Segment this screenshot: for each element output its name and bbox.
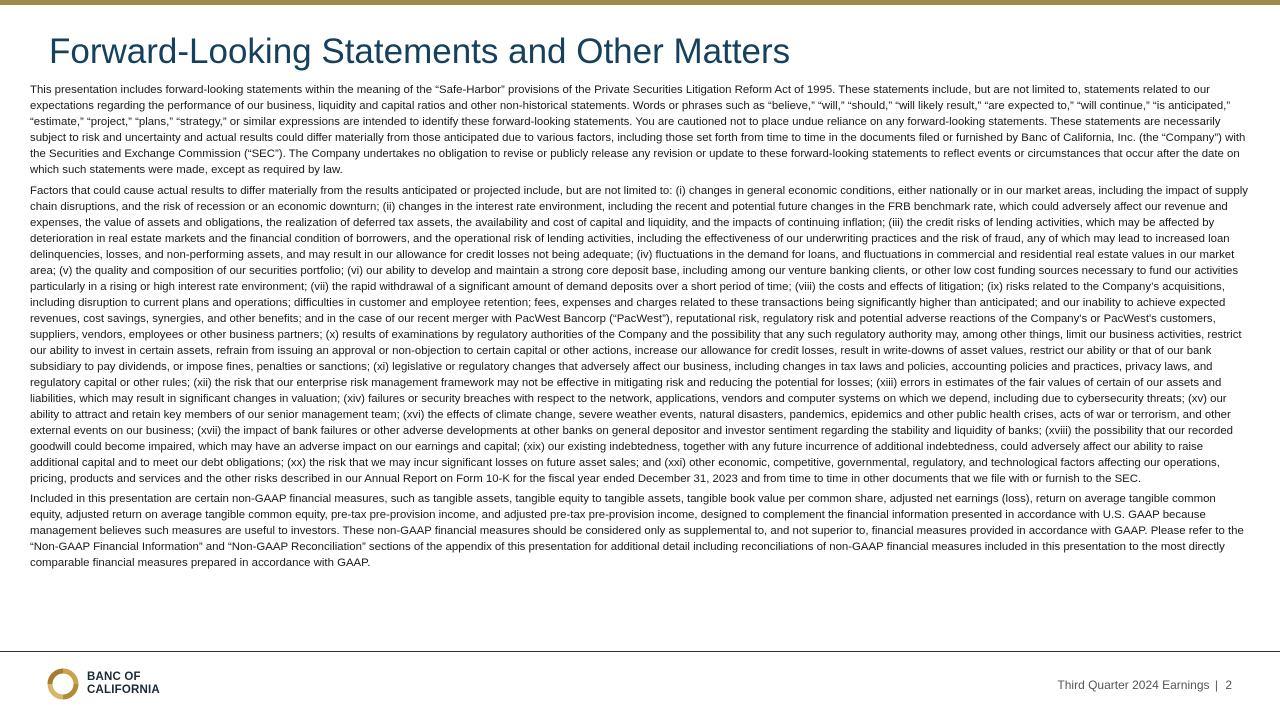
ring-logo-icon bbox=[47, 668, 79, 700]
paragraph-forward-looking: This presentation includes forward-looking statements within the meaning of the “Safe-Harbor” provisions of the Private Securities Litigation Reform Act of 1995. These statements include, but are not limited to, statements related to our expectations regarding the performance of our business, liquidity and capital ratios and other non-historical statements. Words or phrases such as “believe,” “will,” “should,” “will likely result,” “are expected to,” “will continue,” “is anticipated,” “estimate,” “project,” “plans,” “strategy,” or similar expressions are intended to identify these forward-looking statements. You are cautioned not to place undue reliance on any forward-looking statements. These statements are necessarily subject to risk and uncertainty and actual results could differ materially from those anticipated due to various factors, including those set forth from time to time in the documents filed or furnished by Banc of California, Inc. (the “Company”) with the Securities and Exchange Commission (“SEC”). The Company undertakes no obligation to revise or publicly release any revision or update to these forward-looking statements to reflect events or circumstances that occur after the date on which such statements were made, except as required by law. bbox=[30, 84, 1246, 176]
footer bbox=[1057, 678, 1232, 692]
footer-divider bbox=[0, 651, 1280, 652]
logo-wordmark bbox=[87, 671, 160, 697]
footer-label: Third Quarter 2024 Earnings bbox=[1057, 678, 1210, 692]
body-text bbox=[30, 82, 1251, 576]
top-accent-bar bbox=[0, 0, 1280, 5]
company-logo bbox=[47, 668, 160, 700]
logo-line-2: CALIFORNIA bbox=[87, 684, 160, 696]
slide-title: Forward-Looking Statements and Other Matters bbox=[49, 32, 791, 71]
page-number: 2 bbox=[1225, 678, 1232, 692]
paragraph-non-gaap: Included in this presentation are certain non-GAAP financial measures, such as tangible assets, tangible equity to tangible assets, tangible book value per common share, adjusted net earnings (loss), return on average tangible common equity, adjusted return on average tangible common equity, pre-tax pre-provision income, and adjusted pre-tax pre-provision income, designed to complement the financial information presented in accordance with U.S. GAAP because management believes such measures are useful to investors. These non-GAAP financial measures should be considered only as supplemental to, and not superior to, financial measures provided in accordance with GAAP. Please refer to the “Non-GAAP Financial Information” and “Non-GAAP Reconciliation” sections of the appendix of this presentation for additional detail including reconciliations of non-GAAP financial measures included in this presentation to the most directly comparable financial measures prepared in accordance with GAAP. bbox=[30, 493, 1244, 569]
logo-line-1: BANC OF bbox=[87, 671, 141, 683]
footer-separator: | bbox=[1214, 678, 1218, 692]
paragraph-risk-factors: Factors that could cause actual results to differ materially from the results anticipated or projected include, but are not limited to: (i) changes in general economic conditions, either nationally or in our market areas, including the impact of supply chain disruptions, and the risk of recession or an economic downturn; (ii) changes in the interest rate environment, including the recent and potential future changes in the FRB benchmark rate, which could adversely affect our revenue and expenses, the value of assets and obligations, the realization of deferred tax assets, the availability and cost of capital and liquidity, and the impacts of continuing inflation; (iii) the credit risks of lending activities, which may be affected by deterioration in real estate markets and the financial condition of borrowers, and the operational risk of lending activities, including the effectiveness of our underwriting practices and the risk of fraud, any of which may lead to increased loan delinquencies, losses, and non-performing assets, and may result in our allowance for credit losses not being adequate; (iv) fluctuations in the demand for loans, and fluctuations in commercial and residential real estate values in our market area; (v) the quality and composition of our securities portfolio; (vi) our ability to develop and maintain a strong core deposit base, including among our venture banking clients, or other low cost funding sources necessary to fund our activities particularly in a rising or high interest rate environment; (vii) the rapid withdrawal of a significant amount of demand deposits over a short period of time; (viii) the costs and effects of litigation; (ix) risks related to the Company’s acquisitions, including disruption to current plans and operations; difficulties in customer and employee retention; fees, expenses and charges related to these transactions being significantly higher than anticipated; and our inability to achieve expected revenues, cost savings, synergies, and other benefits; and in the case of our recent merger with PacWest Bancorp (“PacWest”), reputational risk, regulatory risk and potential adverse reactions of the Company's or PacWest's customers, suppliers, vendors, employees or other business partners; (x) results of examinations by regulatory authorities of the Company and the possibility that any such regulatory authority may, among other things, limit our business activities, restrict our ability to invest in certain assets, refrain from issuing an approval or non-objection to certain capital or other actions, increase our allowance for credit losses, result in write-downs of asset values, restrict our ability or that of our bank subsidiary to pay dividends, or impose fines, penalties or sanctions; (xi) legislative or regulatory changes that adversely affect our business, including changes in tax laws and policies, accounting policies and practices, privacy laws, and regulatory capital or other rules; (xii) the risk that our enterprise risk management framework may not be effective in mitigating risk and reducing the potential for losses; (xiii) errors in estimates of the fair values of certain of our assets and liabilities, which may result in significant changes in valuation; (xiv) failures or security breaches with respect to the network, applications, vendors and computer systems on which we depend, including due to cybersecurity threats; (xv) our ability to attract and retain key members of our senior management team; (xvi) the effects of climate change, severe weather events, natural disasters, pandemics, epidemics and other public health crises, acts of war or terrorism, and other external events on our business; (xvii) the impact of bank failures or other adverse developments at other banks on general depositor and investor sentiment regarding the stability and liquidity of banks; (xviii) the possibility that our recorded goodwill could become impaired, which may have an adverse impact on our earnings and capital; (xix) our existing indebtedness, together with any future incurrence of additional indebtedness, could adversely affect our ability to raise additional capital and to meet our debt obligations; (xx) the risk that we may incur significant losses on future asset sales; and (xxi) other economic, competitive, governmental, regulatory, and technological factors affecting our operations, pricing, products and services and the other risks described in our Annual Report on Form 10-K for the fiscal year ended December 31, 2023 and from time to time in other documents that we file with or furnish to the SEC. bbox=[30, 184, 1248, 485]
